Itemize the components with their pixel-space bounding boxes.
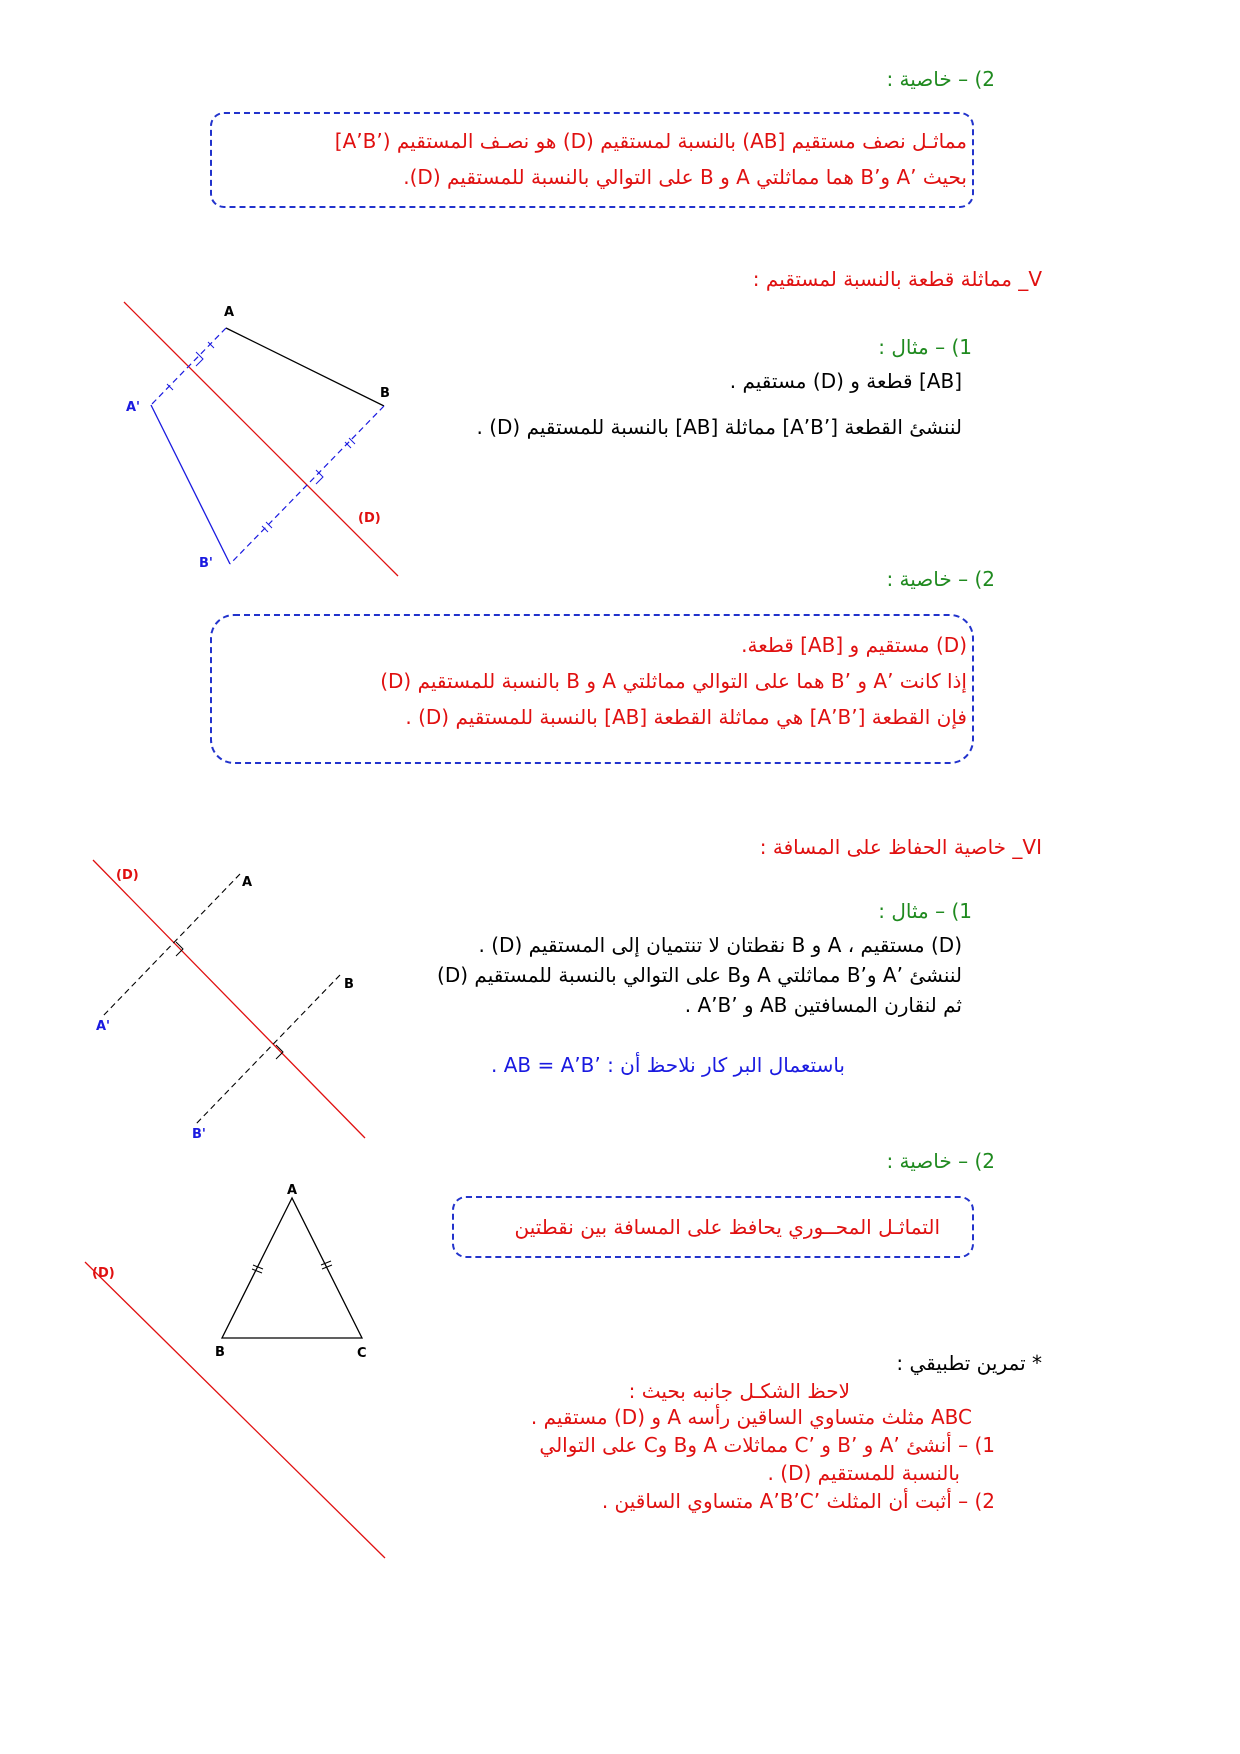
- section-v-title: V_ مماثلة قطعة بالنسبة لمستقيم :: [752, 267, 1042, 291]
- exercise-line-3: 1) – أنشئ ’A و ’B و ’C مماثلات A وB وC على التوالي: [539, 1433, 995, 1457]
- section-vi-example-heading: 1) – مثال :: [878, 899, 972, 923]
- label-d: (D): [358, 511, 381, 526]
- label-b: B: [215, 1345, 225, 1360]
- section-v-example-heading: 1) – مثال :: [878, 335, 972, 359]
- label-d: (D): [92, 1266, 115, 1281]
- label-a-prime: A': [96, 1019, 111, 1034]
- label-c: C: [357, 1346, 367, 1361]
- label-b-prime: B': [192, 1127, 206, 1142]
- section-v-property-line-1: (D) مستقيم و [AB] قطعة.: [741, 633, 967, 657]
- label-a: A: [224, 305, 235, 320]
- exercise-line-1: لاحظ الشكـل جانبه بحيث :: [628, 1379, 850, 1403]
- exercise-heading: * تمرين تطبيقي :: [896, 1351, 1042, 1375]
- section-vi-observation: باستعمال البر كار نلاحظ أن : ’AB = A’B .: [491, 1053, 845, 1077]
- exercise-line-4: بالنسبة للمستقيم (D) .: [767, 1461, 960, 1485]
- section-vi-example-line-2: لننشئ ’A و’B مماثلتي A وB على التوالي بالنسبة للمستقيم (D): [437, 963, 962, 987]
- section-v-property-heading: 2) – خاصية :: [886, 567, 995, 591]
- section-vi-property-text: التماثـل المحــوري يحافظ على المسافة بين نقطتين: [514, 1215, 940, 1239]
- section-v-property-line-3: فإن القطعة [’A’B] هي مماثلة القطعة [AB] بالنسبة للمستقيم (D) .: [405, 705, 967, 729]
- section-v-property-line-2: إذا كانت ’A و ’B هما على التوالي مماثلتي A و B بالنسبة للمستقيم (D): [380, 669, 967, 693]
- section-vi-property-heading: 2) – خاصية :: [886, 1149, 995, 1173]
- label-a: A: [287, 1183, 298, 1198]
- line-d: [85, 1262, 385, 1558]
- section-vi-example-line-3: ثم لنقارن المسافتين AB و ’A’B .: [684, 993, 962, 1017]
- label-b: B: [344, 977, 354, 992]
- exercise-line-5: 2) – أثبت أن المثلث ’A’B’C متساوي الساقين .: [601, 1489, 995, 1513]
- label-a: A: [242, 875, 253, 890]
- label-b-prime: B': [199, 556, 213, 571]
- label-b: B: [380, 386, 390, 401]
- label-d: (D): [116, 868, 139, 883]
- section-vi-example-line-1: (D) مستقيم ، A و B نقطتان لا تنتميان إلى المستقيم (D) .: [478, 933, 962, 957]
- section-iv-property-heading: 2) – خاصية :: [886, 67, 995, 91]
- section-iv-property-line-2: بحيث ’A و’B هما مماثلتي A و B على التوالي بالنسبة للمستقيم (D).: [403, 165, 967, 189]
- section-v-example-line-2: لننشئ القطعة [’A’B] مماثلة [AB] بالنسبة للمستقيم (D) .: [476, 415, 962, 439]
- section-vi-title: VI_ خاصية الحفاظ على المسافة :: [759, 835, 1042, 859]
- label-a-prime: A': [126, 400, 141, 415]
- exercise-line-2: ABC مثلث متساوي الساقين رأسه A و (D) مستقيم .: [530, 1405, 972, 1429]
- triangle-abc: [222, 1198, 362, 1338]
- section-v-example-line-1: [AB] قطعة و (D) مستقيم .: [729, 369, 962, 393]
- section-iv-property-line-1: مماثـل نصف مستقيم [AB) بالنسبة لمستقيم (D) هو نصـف المستقيم (’A’B]: [334, 129, 967, 153]
